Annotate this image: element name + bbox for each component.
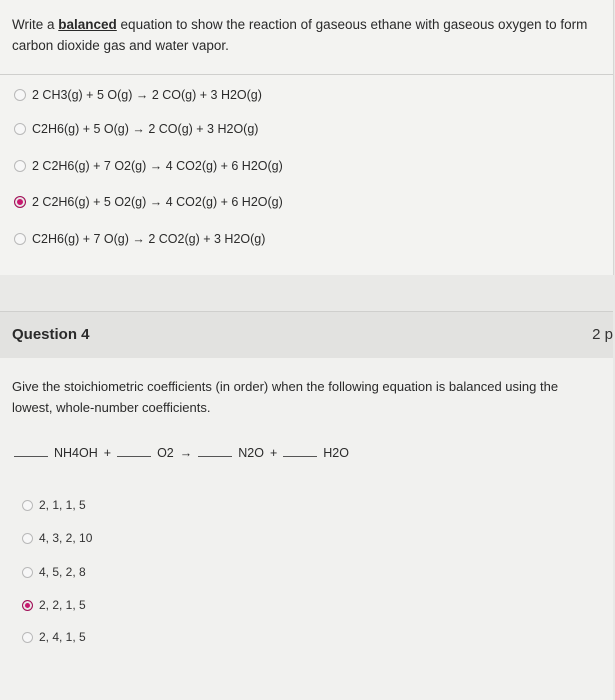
option-label: C2H6(g) + 7 O(g) → 2 CO2(g) + 3 H2O(g) xyxy=(32,232,266,246)
blank-4 xyxy=(283,446,317,457)
reaction-arrow: → xyxy=(179,446,193,460)
q3-option-5[interactable] xyxy=(14,228,265,250)
points-label: 2 p xyxy=(592,326,613,343)
term-3: N2O xyxy=(238,446,264,460)
radio-button[interactable] xyxy=(14,160,26,172)
option-label: 2 C2H6(g) + 7 O2(g) → 4 CO2(g) + 6 H2O(g) xyxy=(32,159,283,173)
question-4-header xyxy=(0,311,613,359)
option-label: 2, 1, 1, 5 xyxy=(39,498,86,512)
q3-option-1[interactable] xyxy=(14,84,262,106)
radio-button-selected[interactable] xyxy=(14,196,26,208)
radio-button[interactable] xyxy=(14,233,26,245)
radio-button[interactable] xyxy=(22,567,33,578)
q3-option-3[interactable] xyxy=(14,155,283,177)
blank-2 xyxy=(117,446,151,457)
prompt-emphasis: balanced xyxy=(58,17,117,32)
question-4-prompt: Give the stoichiometric coefficients (in order) when the following equation is balanced using the lowest, whole-number coefficients. xyxy=(12,379,559,415)
radio-button[interactable] xyxy=(22,500,33,511)
radio-button-selected[interactable] xyxy=(22,600,33,611)
radio-button[interactable] xyxy=(22,533,33,544)
question-4-body xyxy=(0,358,613,700)
prompt-text-pre: Write a xyxy=(12,17,59,32)
divider xyxy=(0,74,613,75)
equation xyxy=(14,446,349,460)
option-label: 2 CH3(g) + 5 O(g) → 2 CO(g) + 3 H2O(g) xyxy=(32,88,262,102)
radio-button[interactable] xyxy=(14,123,26,135)
question-3-prompt xyxy=(12,14,602,56)
q4-option-2[interactable] xyxy=(22,527,92,549)
term-4: H2O xyxy=(323,446,349,460)
plus-sign: + xyxy=(269,446,278,460)
option-label: 4, 3, 2, 10 xyxy=(39,531,93,545)
q4-option-1[interactable] xyxy=(22,494,86,516)
option-label: 2 C2H6(g) + 5 O2(g) → 4 CO2(g) + 6 H2O(g) xyxy=(32,195,283,209)
blank-3 xyxy=(198,446,232,457)
blank-1 xyxy=(14,446,48,457)
option-label: 2, 2, 1, 5 xyxy=(39,598,86,612)
question-title: Question 4 xyxy=(12,326,90,343)
radio-button[interactable] xyxy=(22,632,33,643)
q3-option-2[interactable] xyxy=(14,118,258,140)
q3-option-4[interactable] xyxy=(14,191,283,213)
q4-option-4[interactable] xyxy=(22,594,86,616)
q4-option-5[interactable] xyxy=(22,626,86,648)
option-label: C2H6(g) + 5 O(g) → 2 CO(g) + 3 H2O(g) xyxy=(32,122,259,136)
radio-button[interactable] xyxy=(14,89,26,101)
option-label: 4, 5, 2, 8 xyxy=(39,565,86,579)
question-3-card xyxy=(0,0,614,275)
plus-sign: + xyxy=(103,446,112,460)
option-label: 2, 4, 1, 5 xyxy=(39,630,86,644)
term-1: NH4OH xyxy=(54,446,98,460)
q4-option-3[interactable] xyxy=(22,561,86,583)
prompt-text-post: equation to show the reaction of gaseous ethane with gaseous oxygen to form carbon dioxide gas and water vapor. xyxy=(12,17,588,53)
term-2: O2 xyxy=(157,446,174,460)
